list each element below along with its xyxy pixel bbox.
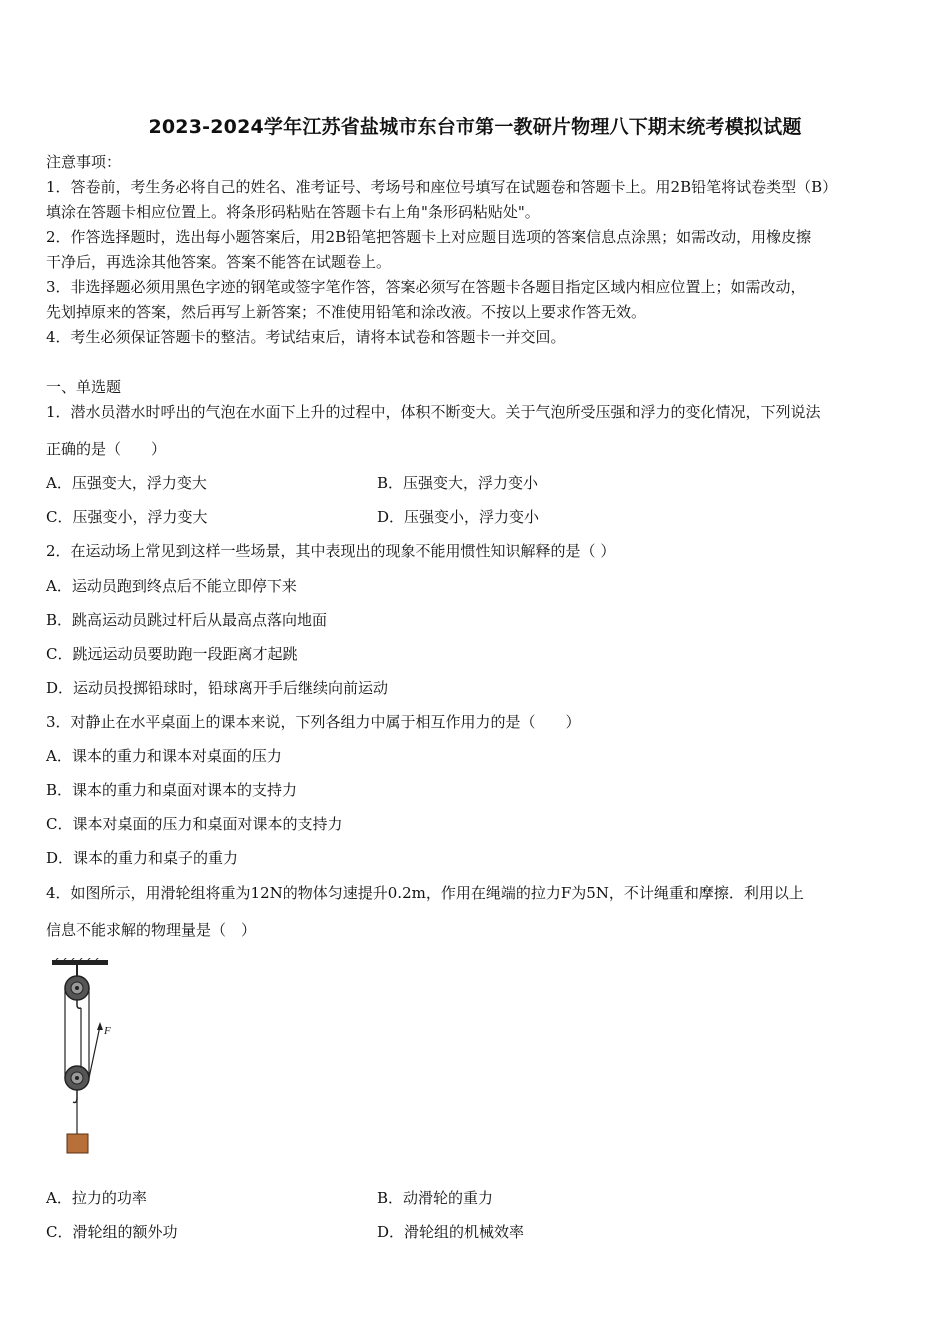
question-3-stem: 3．对静止在水平桌面上的课本来说，下列各组力中属于相互作用力的是（ ） bbox=[46, 713, 581, 731]
notice-line: 干净后，再选涂其他答案。答案不能答在试题卷上。 bbox=[46, 253, 392, 271]
question-4-option-d: D．滑轮组的机械效率 bbox=[377, 1223, 525, 1241]
pulley-diagram bbox=[44, 958, 124, 1158]
question-3-option-c: C．课本对桌面的压力和桌面对课本的支持力 bbox=[46, 815, 343, 833]
notice-line: 1．答卷前，考生务必将自己的姓名、准考证号、考场号和座位号填写在试题卷和答题卡上。用2B铅笔将试卷类型（B） bbox=[46, 178, 838, 196]
force-label: F bbox=[104, 1025, 111, 1037]
question-2-option-b: B．跳高运动员跳过杆后从最高点落向地面 bbox=[46, 611, 328, 629]
question-4-option-c: C．滑轮组的额外功 bbox=[46, 1223, 178, 1241]
weight-block bbox=[67, 1134, 88, 1153]
question-2-option-c: C．跳远运动员要助跑一段距离才起跳 bbox=[46, 645, 298, 663]
ceiling-bar bbox=[52, 960, 108, 965]
question-1-option-d: D．压强变小，浮力变小 bbox=[377, 508, 540, 526]
page-title: 2023-2024学年江苏省盐城市东台市第一教研片物理八下期末统考模拟试题 bbox=[148, 116, 802, 138]
question-4-option-a: A．拉力的功率 bbox=[46, 1189, 147, 1207]
notice-line: 3．非选择题必须用黑色字迹的钢笔或签字笔作答，答案必须写在答题卡各题目指定区域内相应位置上；如需改动， bbox=[46, 278, 806, 296]
question-1-option-c: C．压强变小，浮力变大 bbox=[46, 508, 208, 526]
question-2-option-d: D．运动员投掷铅球时，铅球离开手后继续向前运动 bbox=[46, 679, 389, 697]
notice-line: 2．作答选择题时，选出每小题答案后，用2B铅笔把答题卡上对应题目选项的答案信息点涂黑；如需改动，用橡皮擦 bbox=[46, 228, 812, 246]
question-4-option-b: B．动滑轮的重力 bbox=[377, 1189, 494, 1207]
question-3-option-b: B．课本的重力和桌面对课本的支持力 bbox=[46, 781, 298, 799]
question-1-stem: 1．潜水员潜水时呼出的气泡在水面下上升的过程中，体积不断变大。关于气泡所受压强和浮力的变化情况，下列说法 bbox=[46, 403, 821, 421]
force-arrow-icon bbox=[97, 1022, 103, 1030]
section-heading: 一、单选题 bbox=[46, 378, 122, 396]
notice-line: 先划掉原来的答案，然后再写上新答案；不准使用铅笔和涂改液。不按以上要求作答无效。 bbox=[46, 303, 647, 321]
question-2-option-a: A．运动员跑到终点后不能立即停下来 bbox=[46, 577, 297, 595]
rope-free-end bbox=[89, 1026, 100, 1078]
question-2-stem: 2．在运动场上常见到这样一些场景，其中表现出的现象不能用惯性知识解释的是（ ） bbox=[46, 542, 616, 560]
question-3-option-a: A．课本的重力和课本对桌面的压力 bbox=[46, 747, 282, 765]
notice-line: 填涂在答题卡相应位置上。将条形码粘贴在答题卡右上角"条形码粘贴处"。 bbox=[46, 203, 540, 221]
question-1-option-a: A．压强变大，浮力变大 bbox=[46, 474, 207, 492]
question-3-option-d: D．课本的重力和桌子的重力 bbox=[46, 849, 239, 867]
question-1-option-b: B．压强变大，浮力变小 bbox=[377, 474, 539, 492]
question-1-stem-cont: 正确的是（ ） bbox=[46, 440, 167, 458]
question-4-stem-cont: 信息不能求解的物理量是（ ） bbox=[46, 921, 257, 939]
notice-line: 4．考生必须保证答题卡的整洁。考试结束后，请将本试卷和答题卡一并交回。 bbox=[46, 328, 566, 346]
notice-heading: 注意事项： bbox=[46, 153, 122, 171]
question-4-stem: 4．如图所示，用滑轮组将重为12N的物体匀速提升0.2m，作用在绳端的拉力F为5N，不计绳重和摩擦．利用以上 bbox=[46, 884, 804, 902]
